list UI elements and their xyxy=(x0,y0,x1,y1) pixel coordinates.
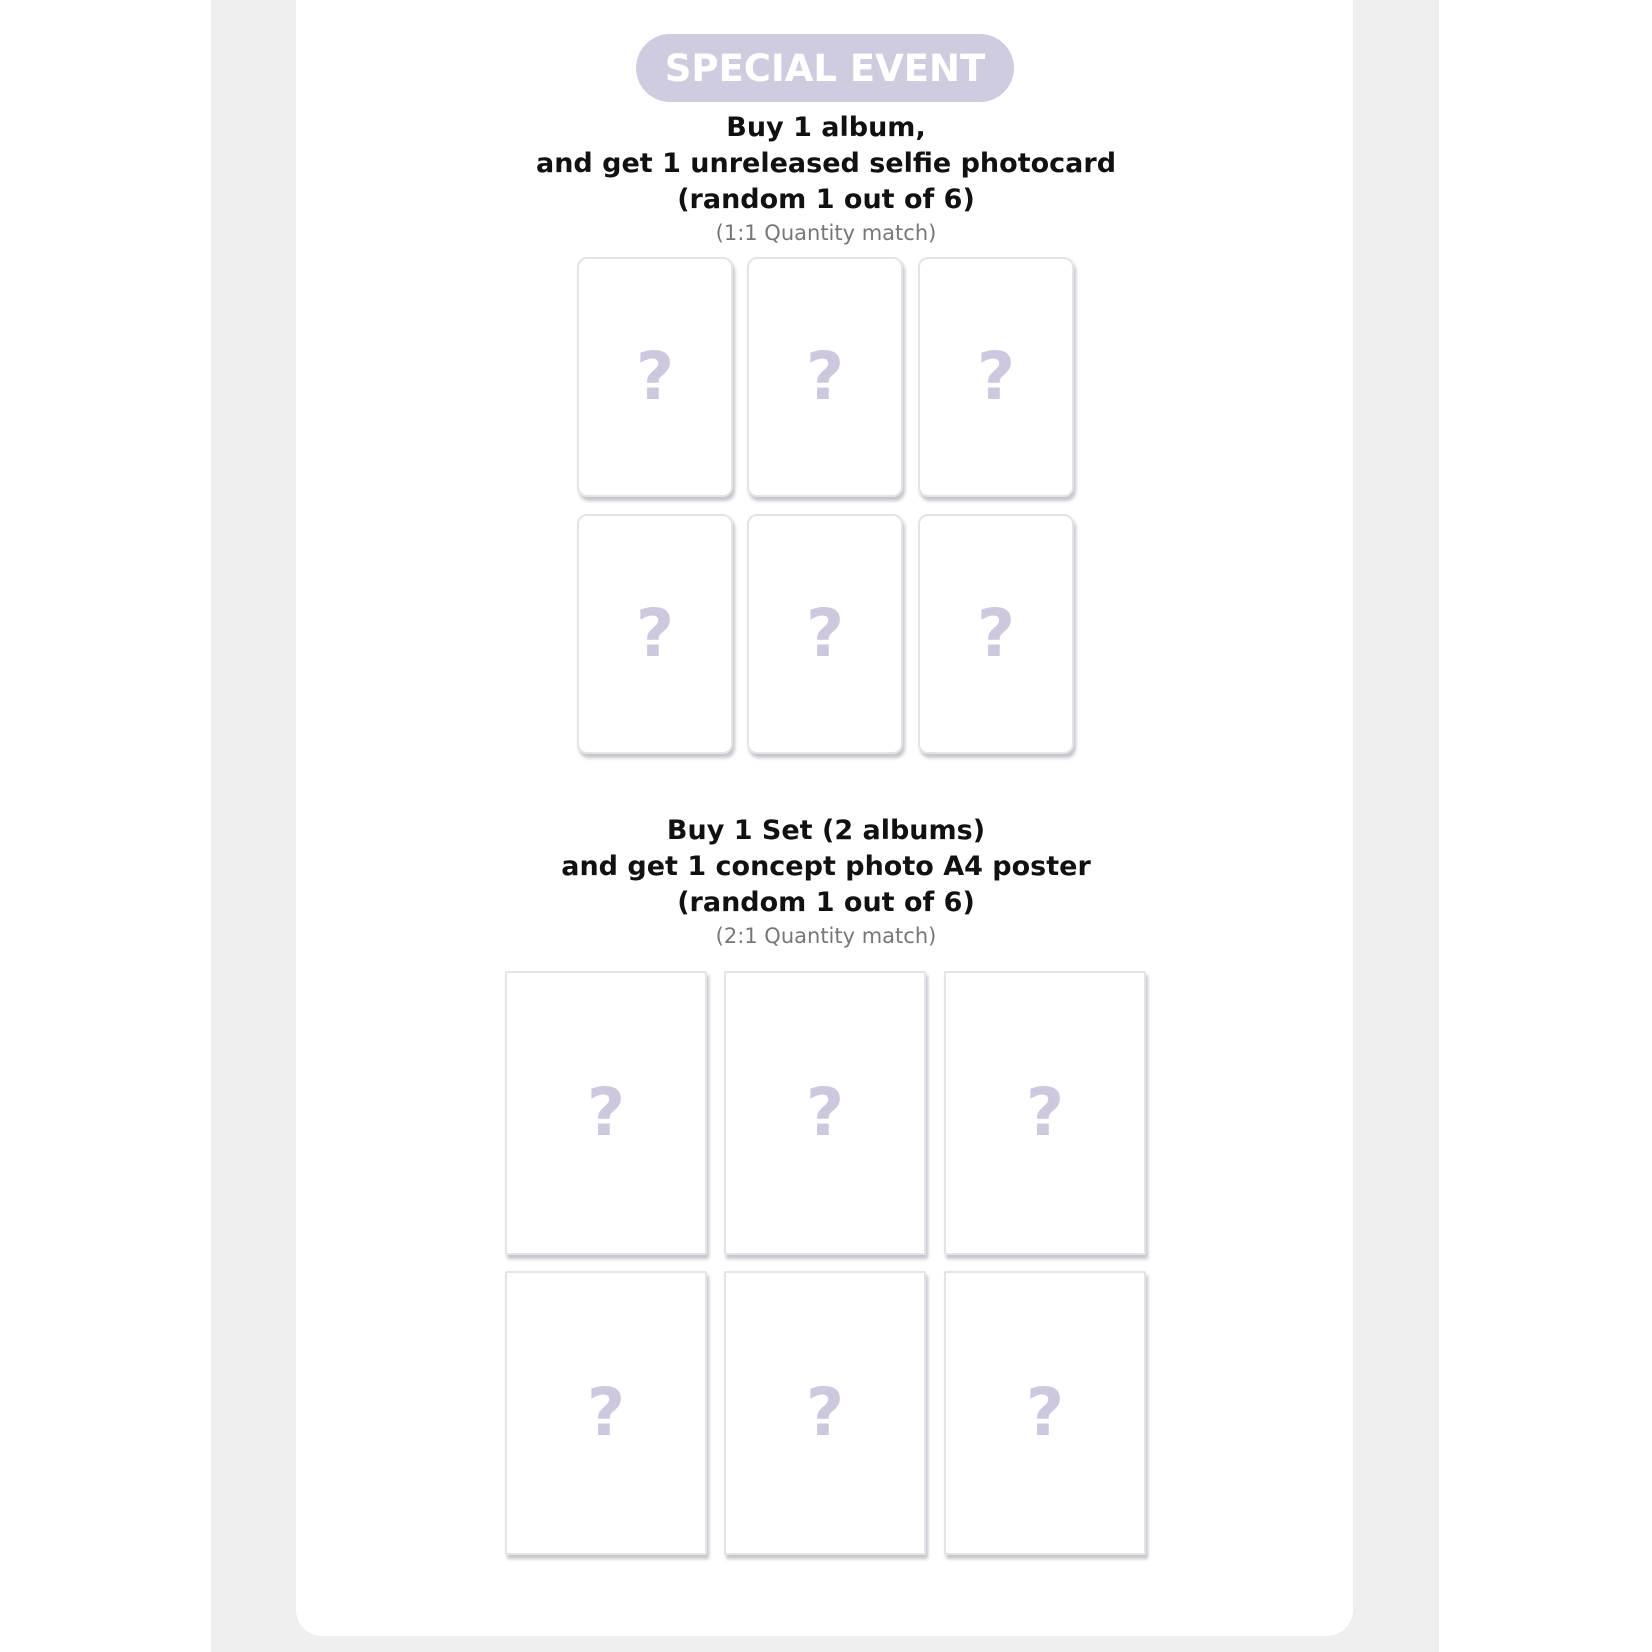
photocard-placeholder xyxy=(577,257,733,497)
event2-line-2: and get 1 concept photo A4 poster xyxy=(561,851,1091,882)
question-mark-icon: ? xyxy=(976,338,1016,415)
photocard-placeholder xyxy=(577,514,733,754)
poster-placeholder xyxy=(944,1271,1146,1555)
question-mark-icon: ? xyxy=(805,1374,845,1451)
event1-note: (1:1 Quantity match) xyxy=(715,221,937,245)
question-mark-icon: ? xyxy=(635,595,675,672)
event2-heading xyxy=(476,813,1176,921)
special-event-badge xyxy=(636,34,1014,102)
photocard-placeholder xyxy=(918,514,1074,754)
question-mark-icon: ? xyxy=(586,1374,626,1451)
event1-line-1: Buy 1 album, xyxy=(726,112,926,143)
poster-placeholder xyxy=(724,971,926,1255)
question-mark-icon: ? xyxy=(1025,1074,1065,1151)
question-mark-icon: ? xyxy=(976,595,1016,672)
question-mark-icon: ? xyxy=(805,595,845,672)
poster-placeholder xyxy=(724,1271,926,1555)
poster-placeholder xyxy=(944,971,1146,1255)
event1-heading xyxy=(476,110,1176,218)
poster-placeholder xyxy=(505,971,707,1255)
event1-line-2: and get 1 unreleased selfie photocard xyxy=(535,148,1117,179)
event2-note: (2:1 Quantity match) xyxy=(715,924,937,948)
question-mark-icon: ? xyxy=(1025,1374,1065,1451)
question-mark-icon: ? xyxy=(805,1074,845,1151)
event2-line-3: (random 1 out of 6) xyxy=(677,887,975,918)
badge-label: SPECIAL EVENT xyxy=(664,46,986,90)
photocard-placeholder xyxy=(747,514,903,754)
photocard-placeholder xyxy=(747,257,903,497)
question-mark-icon: ? xyxy=(635,338,675,415)
question-mark-icon: ? xyxy=(805,338,845,415)
question-mark-icon: ? xyxy=(586,1074,626,1151)
event2-line-1: Buy 1 Set (2 albums) xyxy=(666,815,986,846)
photocard-placeholder xyxy=(918,257,1074,497)
event1-line-3: (random 1 out of 6) xyxy=(677,184,975,215)
poster-placeholder xyxy=(505,1271,707,1555)
